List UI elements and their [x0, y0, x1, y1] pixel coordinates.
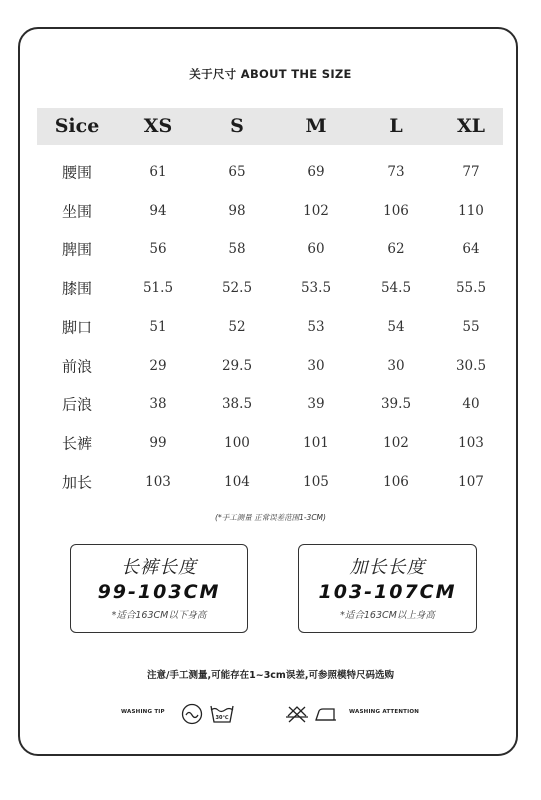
washing-attention-label: WASHING ATTENTION: [349, 709, 420, 715]
box-note: *适合163CM以上身高: [340, 610, 435, 621]
table-cell: 55: [462, 318, 480, 335]
header-size-4: L: [389, 115, 403, 137]
box-range: 103-107CM: [318, 581, 457, 603]
extended-length-box: [298, 544, 477, 633]
measure-note: (*手工测量 正常误差范围1-3CM): [215, 513, 326, 522]
box-title: 加长长度: [349, 557, 426, 578]
table-cell: 38: [149, 396, 167, 413]
table-cell: 107: [458, 473, 484, 490]
table-cell: 39.5: [380, 396, 412, 413]
table-cell: 56: [149, 241, 167, 258]
table-cell: 77: [462, 164, 480, 180]
table-cell: 55.5: [455, 280, 487, 297]
table-cell: 38.5: [221, 396, 253, 413]
measurement-notice: 注意/手工测量,可能存在1~3cm误差,可参照模特尺码选购: [147, 670, 394, 681]
table-cell: 54: [387, 318, 405, 335]
table-cell: 106: [383, 473, 409, 490]
table-cell: 62: [387, 241, 405, 258]
table-cell: 60: [307, 241, 325, 258]
table-cell: 52.5: [221, 280, 253, 297]
table-cell: 106: [383, 202, 409, 219]
table-cell: 51.5: [142, 280, 174, 297]
header-size-3: M: [305, 115, 327, 137]
wash-temp-label: 30℃: [215, 715, 229, 721]
table-cell: 30: [307, 357, 325, 374]
table-cell: 30: [387, 357, 405, 374]
table-cell: 102: [303, 202, 329, 219]
table-cell: 105: [303, 473, 329, 490]
table-cell: 30.5: [455, 357, 487, 374]
table-cell: 98: [228, 202, 246, 219]
washing-tip-label: WASHING TIP: [121, 709, 165, 715]
no-bleach-icon: [284, 703, 310, 725]
table-cell: 94: [149, 202, 167, 219]
table-cell: 52: [228, 318, 246, 335]
table-cell: 102: [383, 434, 409, 451]
header-size-2: S: [230, 115, 244, 137]
iron-icon: [313, 703, 337, 725]
box-range: 99-103CM: [97, 581, 221, 603]
wash-30-icon: [209, 703, 235, 725]
table-cell: 73: [387, 164, 405, 180]
table-cell: 103: [458, 434, 484, 451]
table-cell: 101: [303, 434, 329, 451]
table-cell: 99: [149, 434, 167, 451]
box-title: 长裤长度: [121, 557, 197, 578]
row-label: 加长: [61, 473, 93, 492]
table-cell: 53.5: [300, 280, 332, 297]
row-label: 膝围: [61, 279, 93, 298]
row-label: 后浪: [61, 395, 93, 414]
header-size-1: XS: [143, 115, 173, 137]
table-cell: 104: [224, 473, 250, 490]
row-label: 长裤: [61, 434, 93, 453]
header-size-5: XL: [456, 115, 486, 137]
table-cell: 61: [149, 164, 167, 180]
table-cell: 53: [307, 318, 325, 335]
row-label: 脾围: [61, 240, 93, 259]
header-size-label: Sice: [54, 115, 100, 137]
table-cell: 65: [228, 164, 246, 180]
table-cell: 103: [145, 473, 171, 490]
table-cell: 51: [149, 318, 167, 335]
table-cell: 54.5: [380, 280, 412, 297]
table-cell: 58: [228, 241, 246, 258]
table-cell: 40: [462, 396, 480, 413]
pants-length-box: [70, 544, 248, 633]
table-cell: 110: [458, 202, 484, 219]
table-cell: 39: [307, 396, 325, 413]
box-note: *适合163CM以下身高: [111, 610, 207, 621]
row-label: 坐围: [61, 202, 93, 221]
row-label: 前浪: [61, 357, 93, 375]
hand-wash-icon: [180, 703, 204, 725]
table-cell: 69: [307, 164, 325, 180]
table-cell: 29: [149, 357, 167, 374]
table-header: [37, 108, 503, 145]
row-label: 腰围: [61, 163, 93, 182]
table-cell: 29.5: [221, 357, 253, 374]
page-title: 关于尺寸 ABOUT THE SIZE: [189, 67, 352, 81]
row-label: 脚口: [61, 318, 93, 337]
table-cell: 64: [462, 241, 480, 258]
table-cell: 100: [224, 434, 250, 451]
